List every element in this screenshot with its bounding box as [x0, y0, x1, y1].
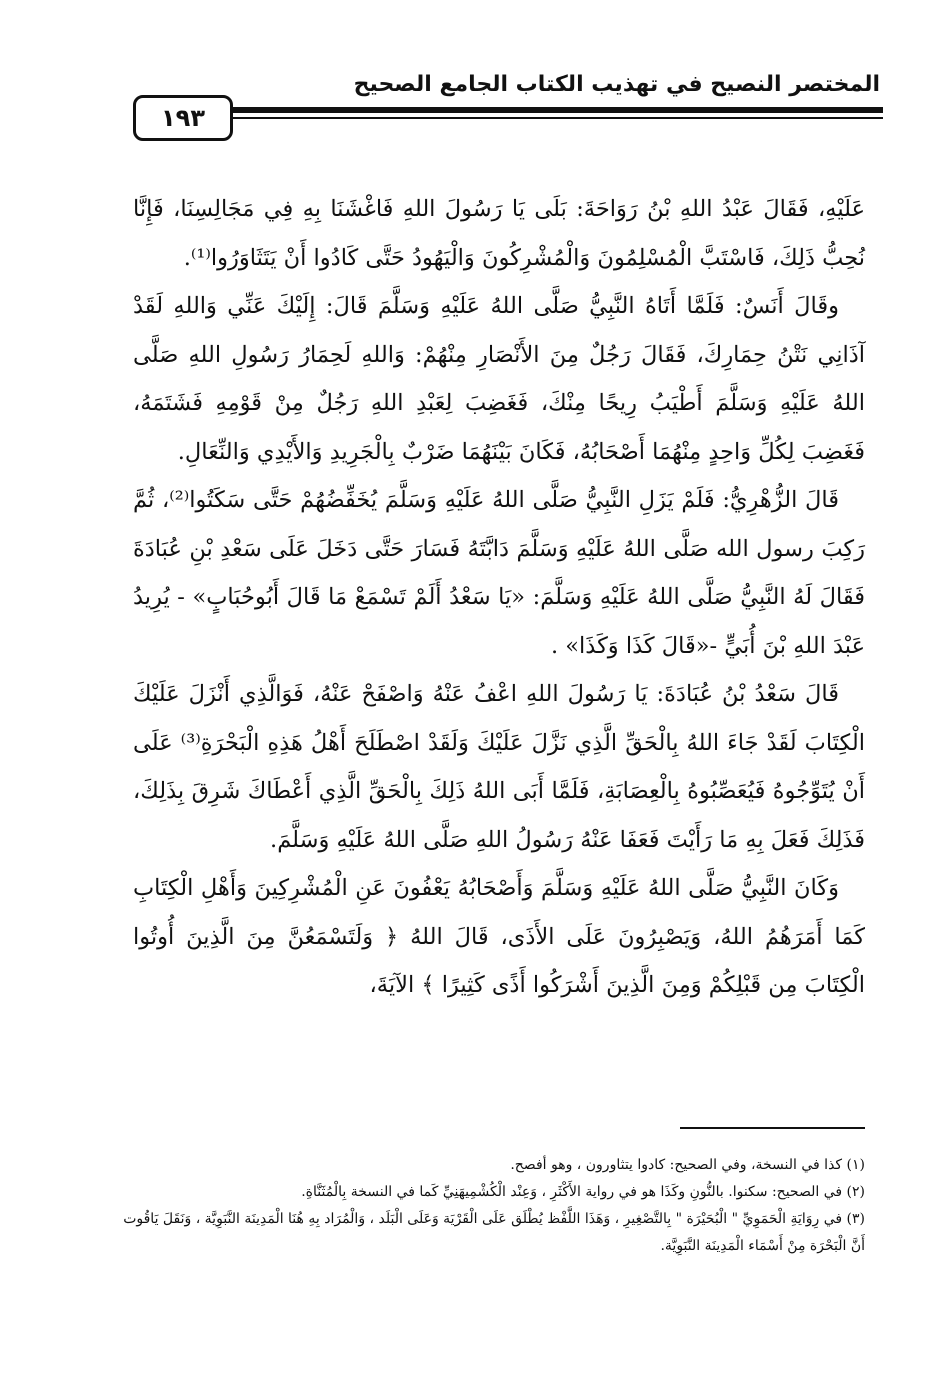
footnote: (٣) في رِوَايَةِ الْحَمَوِيِّ " الْبُحَيْرَة " بِالتَّصْغِيرِ ، وَهَذَا اللَّفْظ يُطْلَق عَلَى الْقَرْيَة وَعَلَى الْبَلَد ، وَالْمُرَاد بِهِ هُنَا الْمَدِينَة النَّبَوِيَّة ، وَنَقَلَ يَاقُوت أَنَّ الْبَحْرَة مِنْ أَسْمَاء الْمَدِينَة النَّبَوِيَّة.	[123, 1211, 865, 1254]
paragraph: وَكَانَ النَّبِيُّ صَلَّى اللهُ عَلَيْهِ وَسَلَّمَ وَأَصْحَابُهُ يَعْفُونَ عَنِ الْمُشْرِكِينَ وَأَهْلِ الْكِتَابِ كَمَا أَمَرَهُمُ اللهُ، وَيَصْبِرُونَ عَلَى الأَذَى، قَالَ اللهُ ﴿ وَلَتَسْمَعُنَّ مِنَ الَّذِينَ أُوتُوا الْكِتَابَ مِن قَبْلِكُمْ وَمِنَ الَّذِينَ أَشْرَكُوا أَذًى كَثِيرًا ﴾ الآيَةَ،	[133, 875, 865, 998]
header-rule-thin	[233, 117, 883, 119]
footnotes	[120, 1152, 865, 1260]
header-rule	[233, 107, 883, 113]
footnote-separator	[680, 1127, 865, 1129]
paragraph: وقَالَ أَنَسٌ: فَلَمَّا أَتَاهُ النَّبِيُّ صَلَّى اللهُ عَلَيْهِ وَسَلَّمَ قَالَ: إِلَيْكَ عَنِّي وَاللهِ لَقَدْ آذَانِي نَتْنُ حِمَارِكَ، فَقَالَ رَجُلٌ مِنَ الأَنْصَارِ مِنْهُمْ: وَاللهِ لَحِمَارُ رَسُولِ اللهِ صَلَّى اللهُ عَلَيْهِ وَسَلَّمَ أَطْيَبُ رِيحًا مِنْكَ، فَغَضِبَ لِعَبْدِ اللهِ رَجُلٌ مِنْ قَوْمِهِ فَشَتَمَهُ، فَغَضِبَ لِكُلِّ وَاحِدٍ مِنْهُمَا أَصْحَابُهُ، فَكَانَ بَيْنَهُمَا ضَرْبٌ بِالْجَرِيدِ وَالأَيْدِي وَالنِّعَالِ.	[133, 293, 865, 465]
page-number: ١٩٣	[133, 95, 233, 141]
paragraph: قَالَ سَعْدُ بْنُ عُبَادَةَ: يَا رَسُولَ اللهِ اعْفُ عَنْهُ وَاصْفَحْ عَنْهُ، فَوَالَّذِي أَنْزَلَ عَلَيْكَ الْكِتَابَ لَقَدْ جَاءَ اللهُ بِالْحَقِّ الَّذِي نَزَّلَ عَلَيْكَ وَلَقَدْ اصْطَلَحَ أَهْلُ هَذِهِ الْبَحْرَةِ⁽³⁾ عَلَى أَنْ يُتَوِّجُوهُ فَيُعَصِّبُوهُ بِالْعِصَابَةِ، فَلَمَّا أَبَى اللهُ ذَلِكَ بِالْحَقِّ الَّذِي أَعْطَاكَ شَرِقَ بِذَلِكَ، فَذَلِكَ فَعَلَ بِهِ مَا رَأَيْتَ فَعَفَا عَنْهُ رَسُولُ اللهِ صَلَّى اللهُ عَلَيْهِ وَسَلَّمَ.	[133, 681, 865, 853]
running-title: المختصر النصيح في تهذيب الكتاب الجامع الصحيح	[353, 72, 880, 97]
footnote: (١) كذا في النسخة، وفي الصحيح: كادوا يتثاورون ، وهو أفصح.	[510, 1157, 865, 1173]
paragraph: قَالَ الزُّهْرِيُّ: فَلَمْ يَزَلِ النَّبِيُّ صَلَّى اللهُ عَلَيْهِ وَسَلَّمَ يُخَفِّضُهُمْ حَتَّى سَكَتُوا⁽²⁾، ثُمَّ رَكِبَ رسول الله صَلَّى اللهُ عَلَيْهِ وَسَلَّمَ دَابَّتَهُ فَسَارَ حَتَّى دَخَلَ عَلَى سَعْدِ بْنِ عُبَادَةَ فَقَالَ لَهُ النَّبِيُّ صَلَّى اللهُ عَلَيْهِ وَسَلَّمَ: «يَا سَعْدُ أَلَمْ تَسْمَعْ مَا قَالَ أَبُوحُبَابٍ» - يُرِيدُ عَبْدَ اللهِ بْنَ أُبَيٍّ -«قَالَ كَذَا وَكَذَا» .	[133, 487, 865, 659]
footnote: (٢) في الصحيح: سكنوا. بالنُّونِ وكَذَا هو في رواية الأَكْثَرِ ، وَعِنْد الْكُشْمِيهَنِيِّ كَما في النسخة بِالْمُثَنَّاةِ.	[301, 1184, 865, 1200]
paragraph: عَلَيْهِ، فَقَالَ عَبْدُ اللهِ بْنُ رَوَاحَةَ: بَلَى يَا رَسُولَ اللهِ فَاغْشَنَا بِهِ فِي مَجَالِسِنَا، فَإِنَّا نُحِبُّ ذَلِكَ، فَاسْتَبَّ الْمُسْلِمُونَ وَالْمُشْرِكُونَ وَالْيَهُودُ حَتَّى كَادُوا أَنْ يَتَثَاوَرُوا⁽¹⁾.	[133, 196, 865, 271]
main-text	[133, 185, 865, 1010]
